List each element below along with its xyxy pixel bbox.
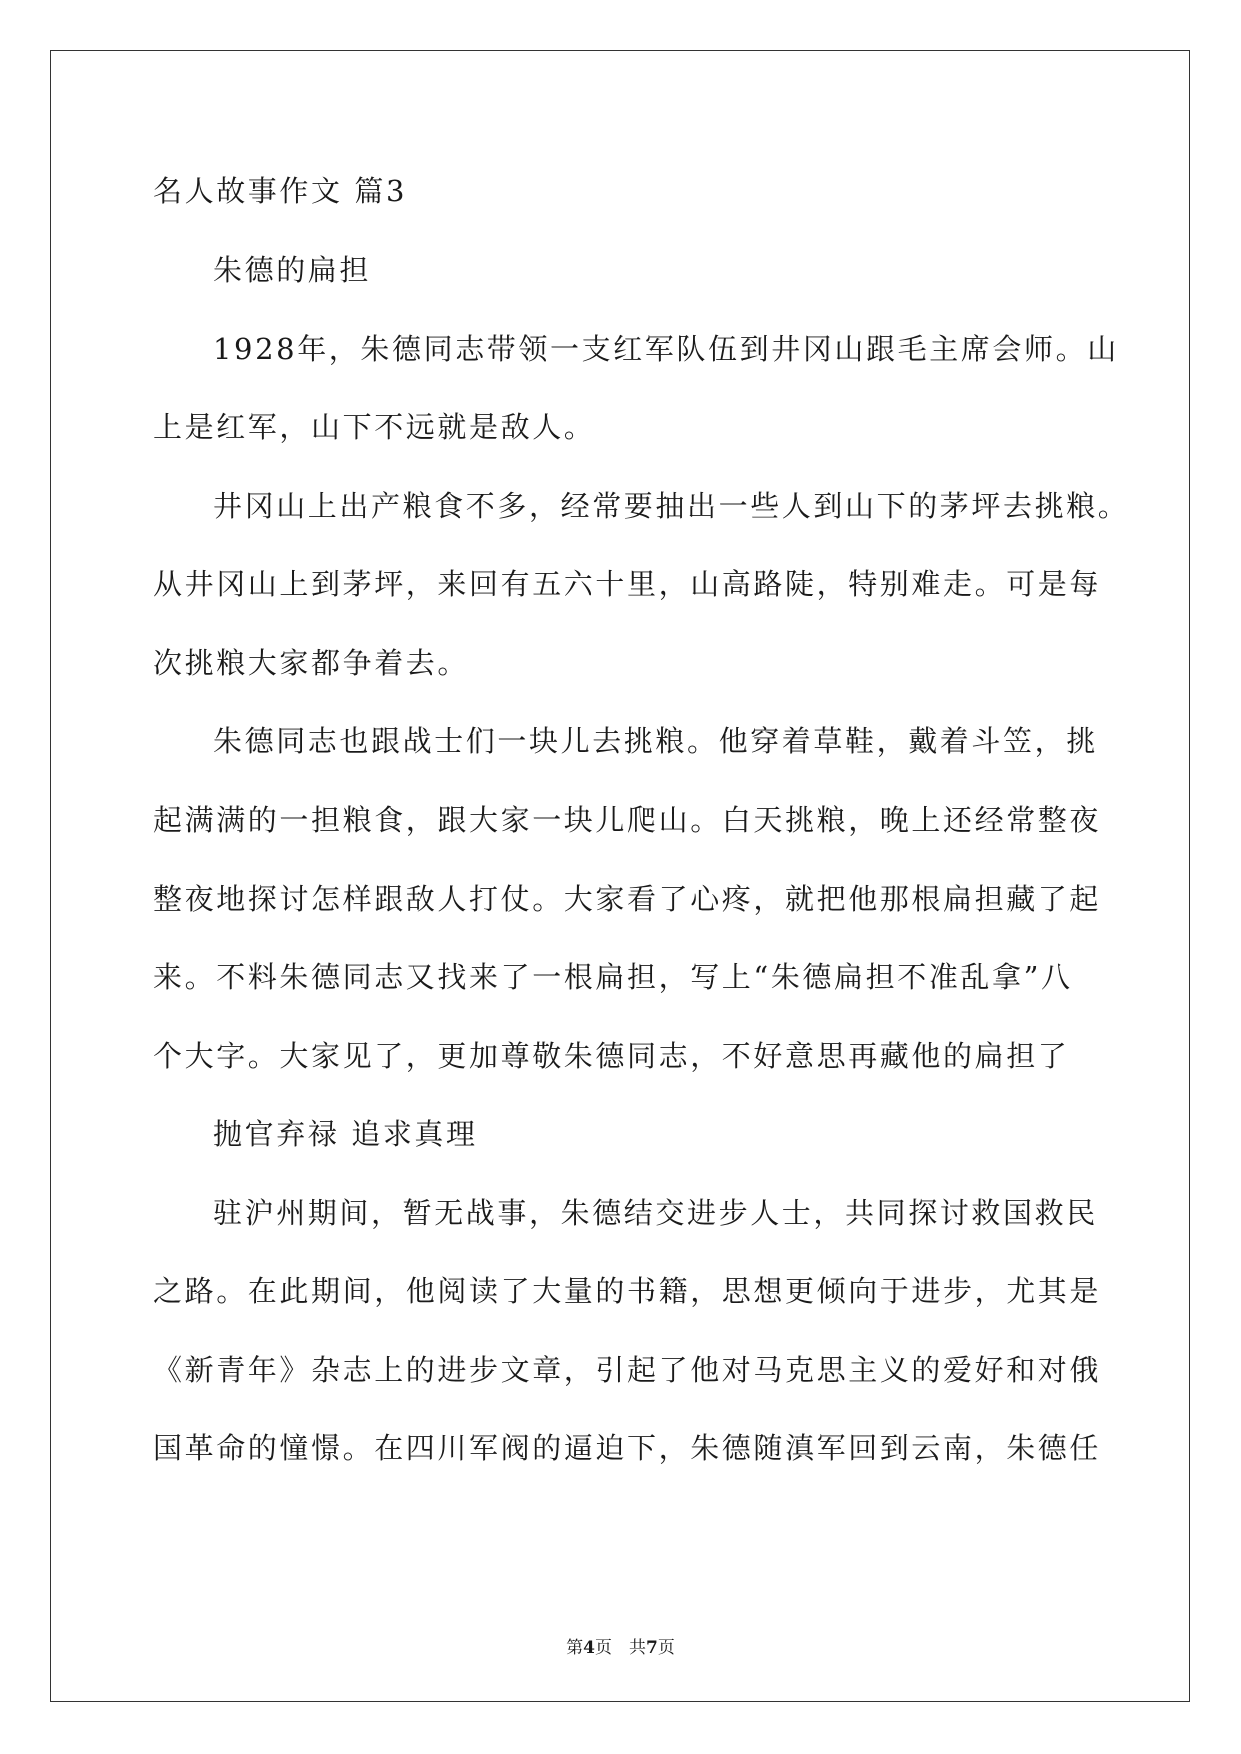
paragraph-line: 朱德同志也跟战士们一块儿去挑粮。他穿着草鞋，戴着斗笠，挑 bbox=[213, 724, 1098, 758]
paragraph-line: 国革命的憧憬。在四川军阀的逼迫下，朱德随滇军回到云南，朱德任 bbox=[153, 1431, 1102, 1465]
paragraph-line: 《新青年》杂志上的进步文章，引起了他对马克思主义的爱好和对俄 bbox=[153, 1353, 1102, 1387]
current-page-number: 4 bbox=[583, 1638, 595, 1658]
paragraph-line: 次挑粮大家都争着去。 bbox=[153, 646, 470, 680]
paragraph-line: 上是红军，山下不远就是敌人。 bbox=[153, 410, 596, 444]
paragraph-line: 从井冈山上到茅坪，来回有五六十里，山高路陡，特别难走。可是每 bbox=[153, 567, 1102, 601]
paragraph-line: 个大字。大家见了，更加尊敬朱德同志，不好意思再藏他的扁担了 bbox=[153, 1039, 1070, 1073]
section-title-zhui-qiu-zhen-li: 抛官弃禄 追求真理 bbox=[213, 1117, 478, 1151]
section-title-bian-dan: 朱德的扁担 bbox=[213, 253, 372, 287]
footer-middle: 页 共 bbox=[595, 1638, 646, 1658]
footer-prefix: 第 bbox=[566, 1638, 584, 1658]
page-footer bbox=[0, 1636, 1241, 1660]
paragraph-line: 整夜地探讨怎样跟敌人打仗。大家看了心疼，就把他那根扁担藏了起 bbox=[153, 882, 1102, 916]
paragraph-line: 1928年，朱德同志带领一支红军队伍到井冈山跟毛主席会师。山 bbox=[213, 332, 1119, 366]
paragraph-line: 来。不料朱德同志又找来了一根扁担，写上“朱德扁担不准乱拿”八 bbox=[153, 960, 1073, 994]
paragraph-line: 之路。在此期间，他阅读了大量的书籍，思想更倾向于进步，尤其是 bbox=[153, 1274, 1102, 1308]
footer-suffix: 页 bbox=[657, 1638, 675, 1658]
total-page-count: 7 bbox=[646, 1638, 658, 1658]
document-heading: 名人故事作文 篇3 bbox=[153, 174, 408, 208]
paragraph-line: 井冈山上出产粮食不多，经常要抽出一些人到山下的茅坪去挑粮。 bbox=[213, 489, 1130, 523]
paragraph-line: 驻沪州期间，暂无战事，朱德结交进步人士，共同探讨救国救民 bbox=[213, 1196, 1098, 1230]
paragraph-line: 起满满的一担粮食，跟大家一块儿爬山。白天挑粮，晚上还经常整夜 bbox=[153, 803, 1102, 837]
